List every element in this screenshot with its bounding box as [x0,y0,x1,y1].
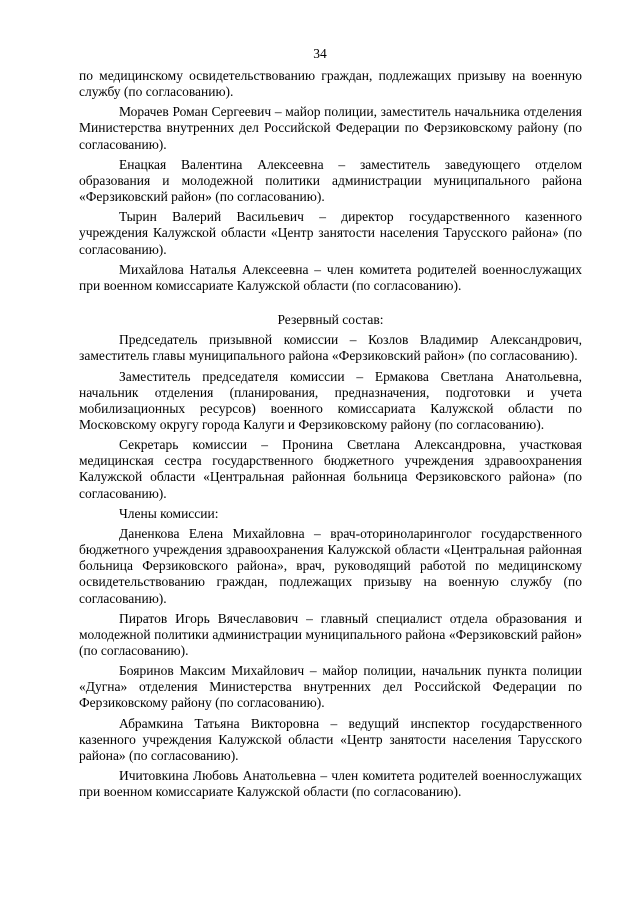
paragraph-continuation: по медицинскому освидетельствованию граждан, подлежащих призыву на военную службу (по согласованию). [79,68,582,100]
paragraph-piratov: Пиратов Игорь Вячеславович – главный специалист отдела образования и молодежной политики администрации муниципального района «Ферзиковский район» (по согласованию). [79,610,582,658]
members-heading: Члены комиссии: [119,505,219,521]
paragraph-mikhailova: Михайлова Наталья Алексеевна – член комитета родителей военнослужащих при военном комиссариате Калужской области (по согласованию). [79,261,582,293]
paragraph-secretary: Секретарь комиссии – Пронина Светлана Александровна, участковая медицинская сестра государственного бюджетного учреждения здравоохранения Калужской области «Центральная районная больница Ферзиковского района» (по согласованию). [79,437,582,501]
page-number: 34 [313,46,327,61]
paragraph-abramkina: Абрамкина Татьяна Викторовна – ведущий инспектор государственного казенного учреждения Калужской области «Центр занятости населения Тарусского района» (по согласованию). [79,715,582,763]
paragraph-danenkova: Даненкова Елена Михайловна – врач-оториноларинголог государственного бюджетного учреждения здравоохранения Калужской области «Центральная районная больница Ферзиковского района», врач, руководящий работой по медицинскому освидетельствованию граждан, подлежащих призыву на военную службу (по согласованию). [79,525,582,606]
paragraph-enatskaya: Енацкая Валентина Алексеевна – заместитель заведующего отделом образования и молодежной политики администрации муниципального района «Ферзиковский район» (по согласованию). [79,156,582,205]
paragraph-deputy-chairman: Заместитель председателя комиссии – Ермакова Светлана Анатольевна, начальник отделения (планирования, предназначения, подготовки и учета мобилизационных ресурсов) военного комиссариата Калужской области по Московскому округу города Калуги и Ферзиковскому району (по согласованию). [79,368,582,432]
paragraph-chairman: Председатель призывной комиссии – Козлов Владимир Александрович, заместитель главы муниципального района «Ферзиковский район» (по согласованию). [79,332,582,364]
document-body [79,68,582,804]
reserve-heading: Резервный состав: [277,312,384,328]
paragraph-morachev: Морачев Роман Сергеевич – майор полиции, заместитель начальника отделения Министерства внутренних дел Российской Федерации по Ферзиковскому району (по согласованию). [79,104,582,152]
paragraph-ichitovkina: Ичитовкина Любовь Анатольевна – член комитета родителей военнослужащих при военном комиссариате Калужской области (по согласованию). [79,768,582,800]
paragraph-tyrin: Тырин Валерий Васильевич – директор государственного казенного учреждения Калужской области «Центр занятости населения Тарусского района» (по согласованию). [79,209,582,257]
paragraph-boyarinov: Бояринов Максим Михайлович – майор полиции, начальник пункта полиции «Дугна» отделения Министерства внутренних дел Российской Федерации по Ферзиковскому району (по согласованию). [79,663,582,711]
